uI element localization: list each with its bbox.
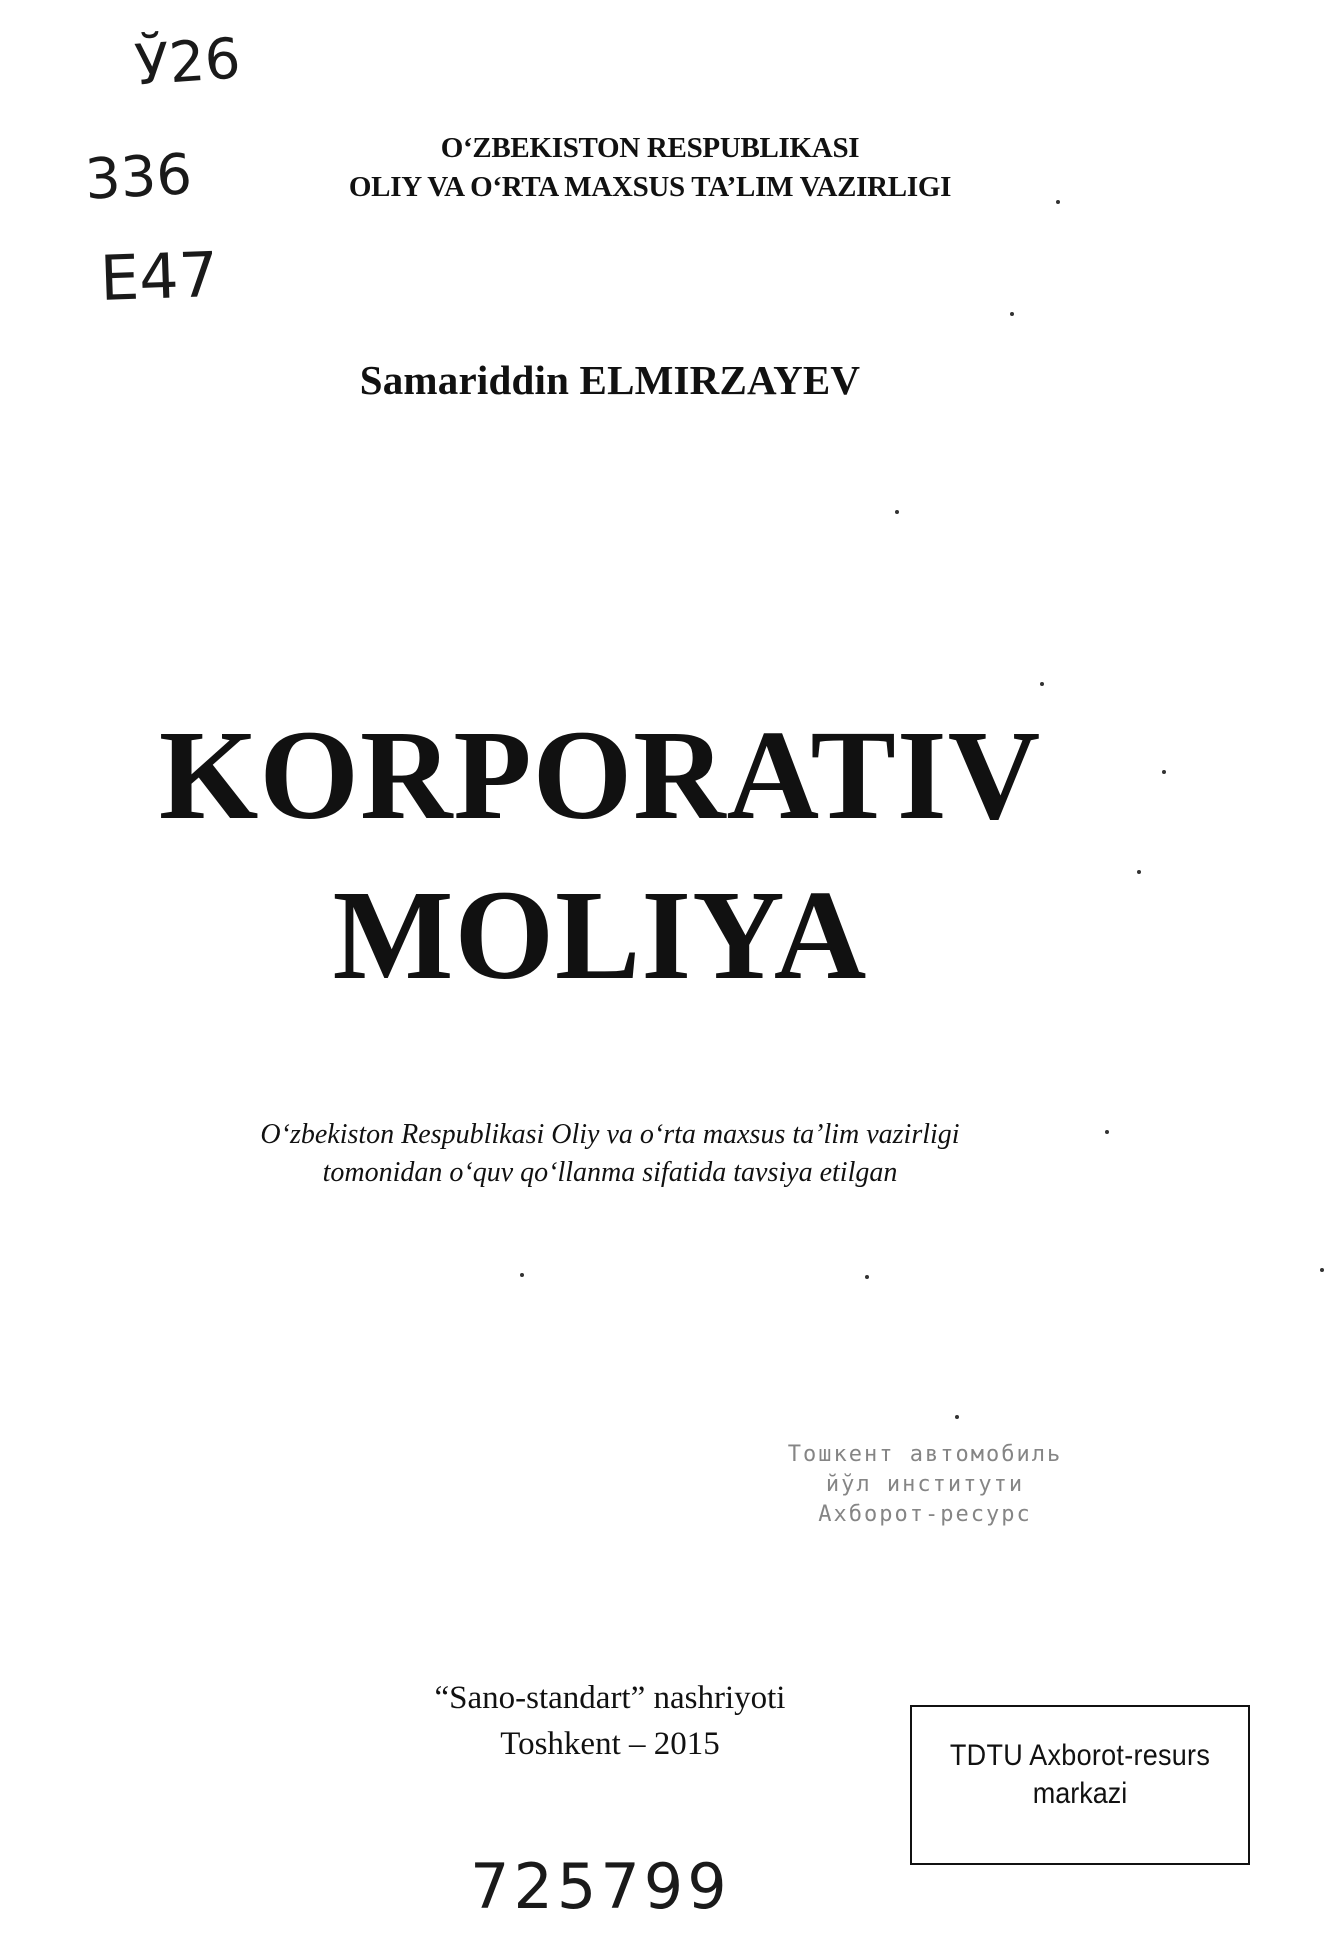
scan-speck: [1010, 312, 1014, 316]
scan-speck: [1056, 200, 1060, 204]
institute-stamp: [770, 1440, 1080, 1530]
ministry-line-2: OLIY VA O‘RTA MAXSUS TA’LIM VAZIRLIGI: [348, 171, 952, 203]
publication-place-year: Toshkent – 2015: [500, 1726, 720, 1762]
library-stamp-line-1: TDTU Axborot-resurs: [949, 1739, 1211, 1772]
scan-speck: [1320, 1268, 1324, 1272]
inventory-number: 725799: [470, 1850, 731, 1923]
recommendation-line-2: tomonidan o‘quv qo‘llanma sifatida tavsiya etilgan: [322, 1157, 898, 1188]
library-stamp-line-2: markazi: [1032, 1777, 1128, 1810]
scan-speck: [1137, 870, 1141, 874]
handwritten-code-bottom: E47: [98, 237, 220, 316]
book-title-line-1: KORPORATIV: [158, 704, 1042, 846]
handwritten-code-middle: 336: [83, 142, 194, 213]
book-title-line-2: MOLIYA: [332, 864, 868, 1006]
institute-stamp-line-1: Тошкент автомобиль: [787, 1442, 1063, 1467]
recommendation-line-1: O‘zbekiston Respublikasi Oliy va o‘rta maxsus ta’lim vazirligi: [260, 1119, 960, 1150]
publisher-name: “Sano-standart” nashriyoti: [434, 1680, 786, 1716]
scan-speck: [520, 1273, 524, 1277]
scan-speck: [1040, 682, 1044, 686]
institute-stamp-line-3: Ахборот-ресурс: [818, 1502, 1032, 1527]
scan-speck: [865, 1275, 869, 1279]
library-stamp: [910, 1705, 1250, 1865]
scan-speck: [895, 510, 899, 514]
institute-stamp-line-2: йўл институти: [825, 1472, 1025, 1497]
author-name: Samariddin ELMIRZAYEV: [359, 357, 861, 403]
handwritten-code-top: Ў26: [132, 26, 243, 99]
ministry-line-1: O‘ZBEKISTON RESPUBLIKASI: [440, 132, 860, 164]
scan-speck: [955, 1415, 959, 1419]
scan-speck: [1162, 770, 1166, 774]
scan-speck: [1105, 1130, 1109, 1134]
